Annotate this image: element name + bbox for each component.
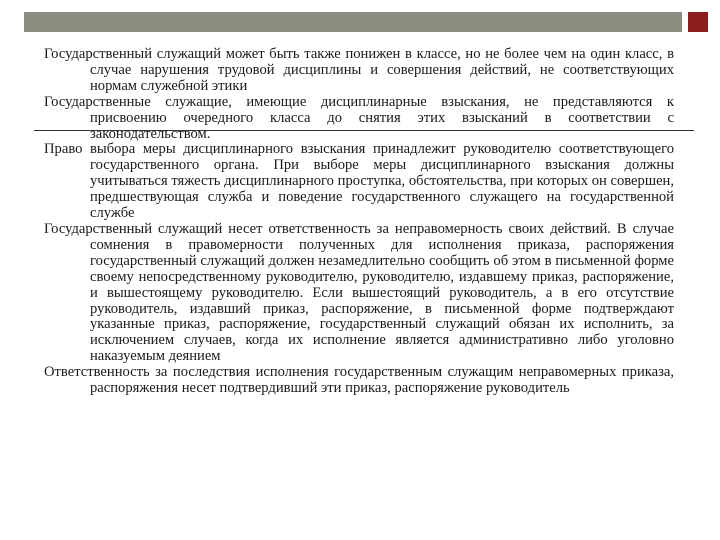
paragraph-consequences: Ответственность за последствия исполнения государственным служащим неправомерных приказа, распоряжения несет подтвердивший эти приказ, распоряжение руководитель xyxy=(44,364,674,397)
accent-square xyxy=(688,12,708,32)
header-bar xyxy=(24,12,682,32)
paragraph-demotion: Государственный служащий может быть также понижен в классе, но не более чем на один класс, в случае нарушения трудовой дисциплины и совершения действий, не соответствующих нормам служебной этики xyxy=(44,46,674,94)
paragraph-penalty-choice: Право выбора меры дисциплинарного взыскания принадлежит руководителю соответствующего государственного органа. При выборе меры дисциплинарного взыскания должны учитываться тяжесть дисциплинарного проступка, обстоятельства, при которых он совершен, предшествующая служба и поведение государственного служащего на государственной службе xyxy=(44,141,674,222)
slide-body xyxy=(44,47,674,397)
paragraph-responsibility: Государственный служащий несет ответственность за неправомерность своих действий. В случае сомнения в правомерности полученных для исполнения приказа, распоряжения государственный служащий должен незамедлительно сообщить об этом в письменной форме своему непосредственному руководителю, руководителю, издавшему приказ, распоряжение, и вышестоящему руководителю. Если вышестоящий руководитель, а в его отсутствие руководитель, издавший приказ, распоряжение, в письменной форме подтверждают указанные приказ, распоряжение, государственный служащий обязан их исполнить, за исключением случаев, когда их исполнение является административно либо уголовно наказуемым деянием xyxy=(44,220,674,365)
paragraph-class-assignment: Государственные служащие, имеющие дисциплинарные взыскания, не представляются к присвоению очередного класса до снятия этих взысканий в соответствии с законодательством. xyxy=(44,93,674,142)
